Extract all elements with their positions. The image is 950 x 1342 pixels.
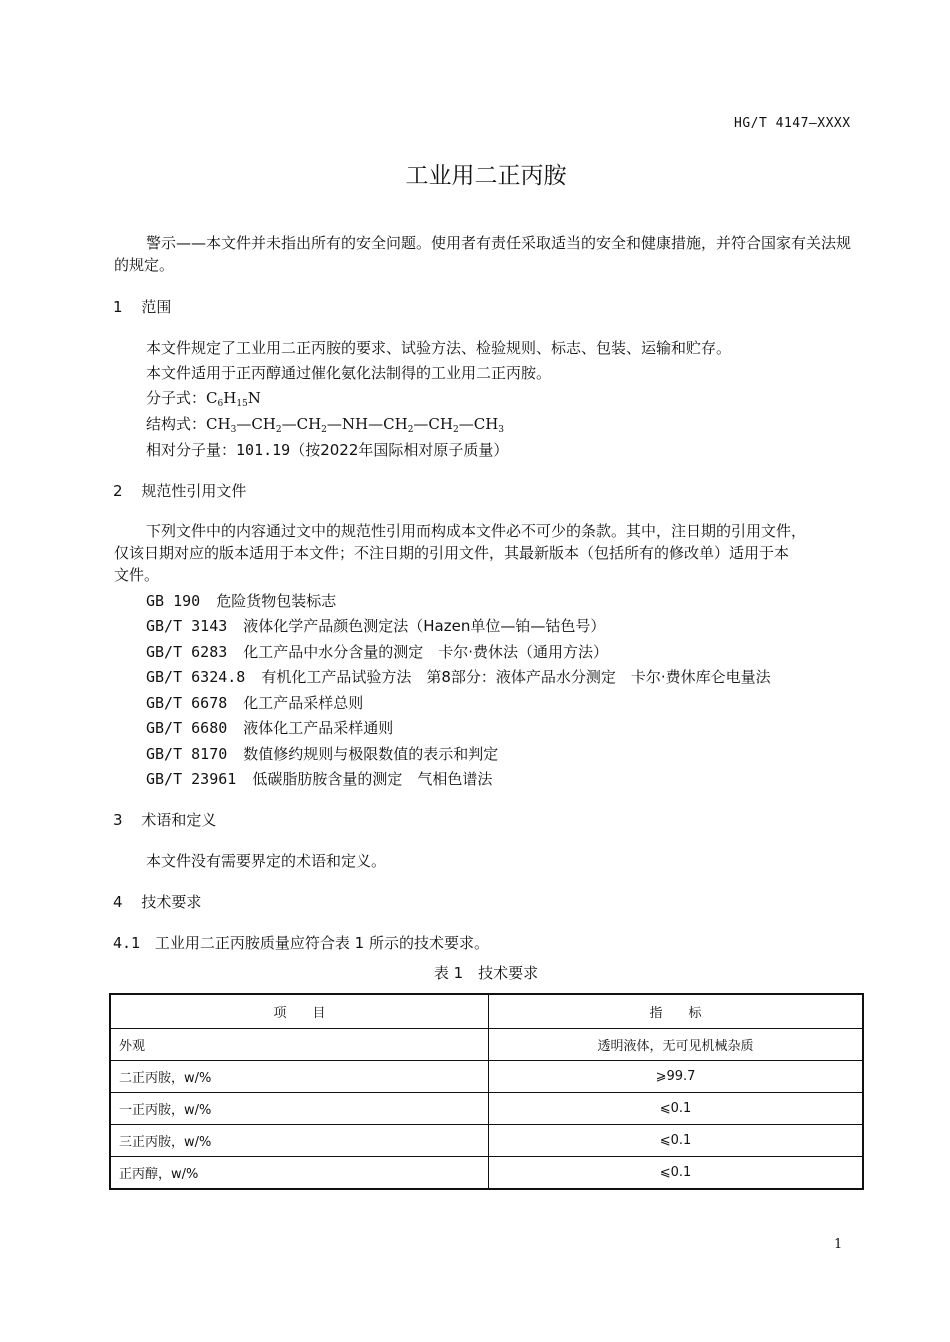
section-number: 4 (113, 893, 123, 911)
section-4-heading (113, 891, 201, 912)
formula-n: N (247, 389, 261, 407)
row-spec: 透明液体，无可见机械杂质 (489, 1029, 864, 1061)
molecular-formula (146, 387, 261, 408)
sub: 2 (452, 425, 459, 435)
ref-code: GB/T 3143 (146, 617, 228, 635)
section-3-heading (113, 809, 216, 830)
ref-code: GB/T 6678 (146, 694, 228, 712)
ref-title: 危险货物包装标志 (216, 592, 337, 610)
ref-item (146, 641, 608, 662)
ref-item (146, 666, 771, 687)
ref-item (146, 590, 336, 611)
sub: 2 (407, 425, 414, 435)
ref-title: 化工产品采样总则 (243, 694, 364, 712)
ref-title: 低碳脂肪胺含量的测定 气相色谱法 (252, 770, 493, 788)
row-spec: ⩾99.7 (489, 1061, 864, 1093)
bond: — (458, 415, 474, 433)
row-spec: ⩽0.1 (489, 1157, 864, 1190)
page-number: 1 (834, 1237, 843, 1252)
section-title: 技术要求 (141, 893, 202, 911)
tech-requirements-table (109, 993, 864, 1190)
section-title: 范围 (141, 298, 172, 316)
table-header-row (110, 994, 863, 1029)
bond: — (236, 415, 252, 433)
sub: 2 (275, 425, 282, 435)
header-item: 项 目 (110, 994, 489, 1029)
sub: 3 (230, 425, 237, 435)
ref-code: GB/T 6324.8 (146, 668, 246, 686)
section-title: 规范性引用文件 (141, 482, 247, 500)
row-item: 二正丙胺，w/% (110, 1061, 489, 1093)
ch2-group: CH (428, 415, 453, 433)
warning-paragraph: 警示——本文件并未指出所有的安全问题。使用者有责任采取适当的安全和健康措施，并符合国家有关法规的规定。 (114, 234, 852, 274)
sub: 2 (321, 425, 327, 435)
formula-h: H (223, 389, 237, 407)
table-row (110, 1093, 863, 1125)
section-2-heading (113, 480, 246, 501)
section-number: 2 (113, 482, 123, 500)
row-item: 正丙醇，w/% (110, 1157, 489, 1190)
ref-code: GB/T 23961 (146, 770, 237, 788)
norm-intro-line-2: 仅该日期对应的版本适用于本文件；不注日期的引用文件，其最新版本（包括所有的修改单）适用于本 (114, 544, 790, 562)
section-title: 术语和定义 (141, 811, 217, 829)
row-item: 一正丙胺，w/% (110, 1093, 489, 1125)
ref-item (146, 692, 363, 713)
ref-title: 化工产品中水分含量的测定 卡尔·费休法（通用方法） (243, 643, 609, 661)
molecular-mass (146, 439, 508, 460)
ref-code: GB/T 6283 (146, 643, 228, 661)
ch2-group: CH (296, 415, 322, 433)
ref-title: 有机化工产品试验方法 第8部分：液体产品水分测定 卡尔·费休库仑电量法 (261, 668, 771, 686)
scope-line-1: 本文件规定了工业用二正丙胺的要求、试验方法、检验规则、标志、包装、运输和贮存。 (146, 339, 732, 357)
ref-code: GB 190 (146, 592, 201, 610)
ref-title: 液体化工产品采样通则 (243, 719, 394, 737)
ch3-group: CH (206, 415, 231, 433)
section-number: 1 (113, 298, 123, 316)
ch2-group: CH (251, 415, 276, 433)
mass-label: 相对分子量： (146, 441, 237, 459)
clause-number: 4.1 (113, 934, 141, 952)
clause-4-1 (113, 932, 489, 953)
ref-title: 数值修约规则与极限数值的表示和判定 (243, 745, 499, 763)
norm-intro-line-1: 下列文件中的内容通过文中的规范性引用而构成本文件必不可少的条款。其中，注日期的引用文件， (146, 522, 807, 540)
row-spec: ⩽0.1 (489, 1125, 864, 1157)
ch3-group: CH (473, 415, 499, 433)
row-item: 三正丙胺，w/% (110, 1125, 489, 1157)
ch2-group: CH (383, 415, 408, 433)
scope-line-2: 本文件适用于正丙醇通过催化氨化法制得的工业用二正丙胺。 (146, 364, 552, 382)
mass-value: 101.19 (236, 441, 291, 459)
bond: — (413, 415, 429, 433)
formula-c-sub: 6 (217, 399, 224, 409)
table-row (110, 1061, 863, 1093)
section-1-heading (113, 296, 171, 317)
nh-group: NH (341, 415, 369, 433)
ref-item (146, 717, 393, 738)
norm-intro-line-3: 文件。 (114, 566, 160, 584)
ref-title: 液体化学产品颜色测定法（Hazen单位—铂—钴色号） (243, 617, 606, 635)
terms-text: 本文件没有需要界定的术语和定义。 (146, 852, 387, 870)
bond: — (368, 415, 384, 433)
mass-note: （按2022年国际相对原子质量） (290, 441, 509, 459)
table-row (110, 1029, 863, 1061)
table-caption: 表 1 技术要求 (433, 964, 539, 982)
ref-item (146, 615, 605, 636)
sub: 3 (498, 425, 505, 435)
formula-h-sub: 15 (236, 399, 248, 409)
ref-code: GB/T 6680 (146, 719, 228, 737)
ref-item (146, 768, 492, 789)
bond: — (326, 415, 342, 433)
bond: — (281, 415, 297, 433)
ref-code: GB/T 8170 (146, 745, 228, 763)
header-spec: 指 标 (489, 994, 864, 1029)
ref-item (146, 743, 498, 764)
formula-c: C (206, 389, 218, 407)
struct-label: 结构式： (146, 415, 207, 433)
row-item: 外观 (110, 1029, 489, 1061)
table-row (110, 1157, 863, 1190)
document-code: HG/T 4147—XXXX (734, 116, 851, 131)
table-row (110, 1125, 863, 1157)
document-title: 工业用二正丙胺 (405, 163, 567, 189)
section-number: 3 (113, 811, 123, 829)
row-spec: ⩽0.1 (489, 1093, 864, 1125)
clause-text: 工业用二正丙胺质量应符合表 1 所示的技术要求。 (154, 934, 489, 952)
structural-formula (146, 413, 504, 434)
formula-label: 分子式： (146, 389, 207, 407)
